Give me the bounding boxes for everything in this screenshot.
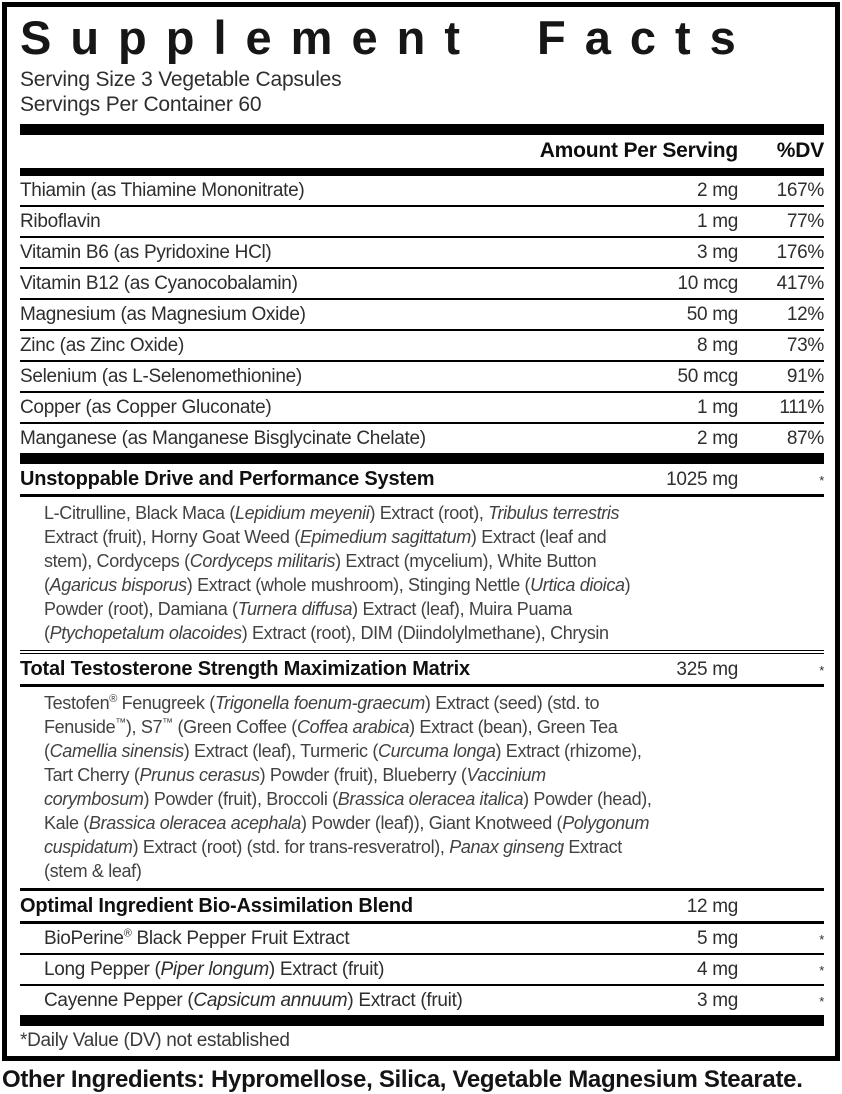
nutrient-row-magnesium	[20, 300, 824, 331]
nutrient-dv: 111%	[779, 397, 824, 418]
nutrient-row-manganese	[20, 424, 824, 453]
nutrient-rows	[20, 176, 824, 453]
sub-ingredient-row-bioperine	[20, 924, 824, 955]
blend-section-drive-performance	[20, 464, 824, 650]
sub-ingredient-name: Long Pepper (Piper longum) Extract (fruit)	[44, 959, 385, 980]
sub-ingredient-dv-asterisk: *	[819, 963, 824, 978]
nutrient-dv: 91%	[786, 366, 824, 387]
nutrient-row-selenium	[20, 362, 824, 393]
nutrient-name: Zinc (as Zinc Oxide)	[20, 335, 184, 356]
blend-header-row	[20, 464, 824, 497]
nutrient-amount: 10 mcg	[677, 273, 738, 294]
nutrient-row-vitamin-b12	[20, 269, 824, 300]
nutrient-dv: 73%	[786, 335, 824, 356]
blend-ingredient-list: L-Citrulline, Black Maca (Lepidium meyenii) Extract (root), Tribulus terrestris Extract (fruit), Horny Goat Weed (Epimedium sagittatum) Extract (leaf and stem), Cordyceps (Cordyceps militaris) Extract (mycelium), White Button (Agaricus bisporus) Extract (whole mushroom), Stinging Nettle (Urtica dioica) Powder (root), Damiana (Turnera diffusa) Extract (leaf), Muira Puama (Ptychopetalum olacoides) Extract (root), DIM (Diindolylmethane), Chrysin	[44, 503, 631, 643]
servings-per-container: Servings Per Container 60	[20, 93, 262, 116]
nutrient-dv: 176%	[776, 242, 824, 263]
nutrient-name: Magnesium (as Magnesium Oxide)	[20, 304, 306, 325]
divider-bar-blends	[20, 453, 824, 464]
nutrient-row-zinc	[20, 331, 824, 362]
nutrient-dv: 87%	[786, 428, 824, 449]
blend-header-row	[20, 891, 824, 924]
blend-amount: 12 mg	[686, 896, 738, 917]
nutrient-amount: 1 mg	[696, 211, 738, 232]
blend-amount: 1025 mg	[666, 469, 738, 490]
nutrient-dv: 12%	[786, 304, 824, 325]
divider-bar-header	[20, 168, 824, 176]
divider-bar-footnote	[20, 1015, 824, 1026]
divider-bar-top	[20, 124, 824, 135]
nutrient-dv: 167%	[776, 180, 824, 201]
amount-per-serving-header: Amount Per Serving	[539, 139, 738, 162]
blend-ingredient-list: Testofen® Fenugreek (Trigonella foenum-graecum) Extract (seed) (std. to Fenuside™), S7™ (Green Coffee (Coffea arabica) Extract (bean), Green Tea (Camellia sinensis) Extract (leaf), Turmeric (Curcuma longa) Extract (rhizome), Tart Cherry (Prunus cerasus) Powder (fruit), Blueberry (Vaccinium corymbosum) Powder (fruit), Broccoli (Brassica oleracea italica) Powder (head), Kale (Brassica oleracea acephala) Powder (leaf)), Giant Knotweed (Polygonum cuspidatum) Extract (root) (std. for trans-resveratrol), Panax ginseng Extract (stem & leaf)	[44, 693, 652, 881]
column-header-row	[20, 135, 824, 168]
blend-amount: 325 mg	[676, 659, 738, 680]
nutrient-amount: 50 mcg	[677, 366, 738, 387]
blend-dv-asterisk: *	[819, 663, 824, 678]
blend-name: Optimal Ingredient Bio-Assimilation Blend	[20, 895, 413, 917]
nutrient-row-riboflavin	[20, 207, 824, 238]
blend-name: Total Testosterone Strength Maximization Matrix	[20, 658, 470, 680]
blend-section-bio-assimilation	[20, 891, 824, 1015]
sub-ingredient-row-long-pepper	[20, 955, 824, 986]
sub-ingredient-row-cayenne	[20, 986, 824, 1015]
sub-ingredient-amount: 4 mg	[696, 959, 738, 980]
blend-name: Unstoppable Drive and Performance System	[20, 468, 435, 490]
nutrient-amount: 3 mg	[696, 242, 738, 263]
nutrient-name: Riboflavin	[20, 211, 101, 232]
nutrient-name: Vitamin B6 (as Pyridoxine HCl)	[20, 242, 272, 263]
nutrient-row-vitamin-b6	[20, 238, 824, 269]
blend-dv-asterisk: *	[819, 473, 824, 488]
blend-section-testosterone-matrix	[20, 654, 824, 888]
other-ingredients: Other Ingredients: Hypromellose, Silica, Vegetable Magnesium Stearate.	[2, 1066, 803, 1093]
nutrient-amount: 2 mg	[696, 180, 738, 201]
sub-ingredient-name: BioPerine® Black Pepper Fruit Extract	[44, 927, 350, 949]
nutrient-amount: 2 mg	[696, 428, 738, 449]
nutrient-row-copper	[20, 393, 824, 424]
nutrient-amount: 8 mg	[696, 335, 738, 356]
sub-ingredient-dv-asterisk: *	[819, 994, 824, 1009]
nutrient-dv: 77%	[786, 211, 824, 232]
supplement-facts-panel	[2, 2, 840, 1061]
serving-size: Serving Size 3 Vegetable Capsules	[20, 68, 342, 91]
daily-value-footnote: *Daily Value (DV) not established	[20, 1030, 290, 1051]
sub-ingredient-name: Cayenne Pepper (Capsicum annuum) Extract (fruit)	[44, 990, 463, 1011]
nutrient-name: Selenium (as L-Selenomethionine)	[20, 366, 302, 387]
sub-ingredient-amount: 3 mg	[696, 990, 738, 1011]
nutrient-dv: 417%	[776, 273, 824, 294]
nutrient-amount: 1 mg	[696, 397, 738, 418]
sub-ingredient-amount: 5 mg	[696, 928, 738, 949]
percent-dv-header: %DV	[776, 139, 824, 162]
panel-title: Supplement Facts	[20, 11, 755, 64]
nutrient-row-thiamin	[20, 176, 824, 207]
nutrient-name: Manganese (as Manganese Bisglycinate Chelate)	[20, 428, 426, 449]
sub-ingredient-dv-asterisk: *	[819, 932, 824, 947]
nutrient-amount: 50 mg	[686, 304, 738, 325]
nutrient-name: Thiamin (as Thiamine Mononitrate)	[20, 180, 305, 201]
blend-header-row	[20, 654, 824, 687]
nutrient-name: Vitamin B12 (as Cyanocobalamin)	[20, 273, 298, 294]
nutrient-name: Copper (as Copper Gluconate)	[20, 397, 272, 418]
